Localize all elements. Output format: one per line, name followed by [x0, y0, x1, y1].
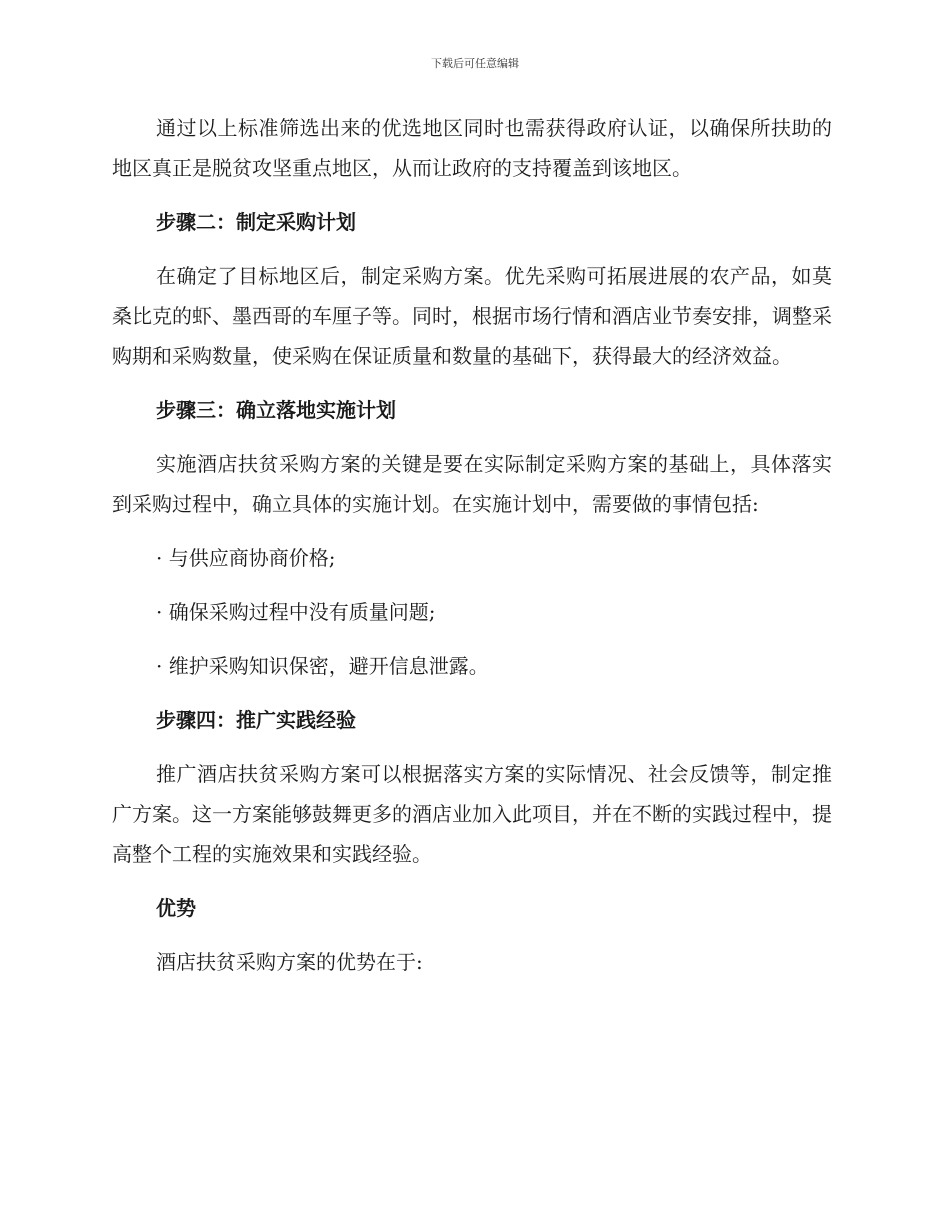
heading-step-three: 步骤三：确立落地实施计划 — [156, 398, 396, 422]
paragraph-advantages: 酒店扶贫采购方案的优势在于: — [156, 950, 423, 974]
paragraph-intro: 通过以上标准筛选出来的优选地区同时也需获得政府认证，以确保所扶助的地区真正是脱贫攻坚重点地区，从而让政府的支持覆盖到该地区。 — [112, 116, 832, 180]
heading-step-two: 步骤二：制定采购计划 — [156, 210, 356, 234]
paragraph-step-three: 实施酒店扶贫采购方案的关键是要在实际制定采购方案的基础上，具体落实到采购过程中，确立具体的实施计划。在实施计划中，需要做的事情包括: — [112, 452, 832, 516]
heading-step-four: 步骤四：推广实践经验 — [156, 708, 356, 732]
bullet-item: · 维护采购知识保密，避开信息泄露。 — [156, 654, 489, 678]
paragraph-step-four: 推广酒店扶贫采购方案可以根据落实方案的实际情况、社会反馈等，制定推广方案。这一方案能够鼓舞更多的酒店业加入此项目，并在不断的实践过程中，提高整个工程的实施效果和实践经验。 — [112, 762, 832, 866]
page-header: 下载后可任意编辑 — [431, 57, 519, 70]
bullet-item: · 确保采购过程中没有质量问题; — [156, 600, 436, 624]
heading-advantages: 优势 — [156, 896, 196, 920]
document-body — [112, 108, 832, 996]
bullet-item: · 与供应商协商价格; — [156, 546, 336, 570]
paragraph-step-two: 在确定了目标地区后，制定采购方案。优先采购可拓展进展的农产品，如莫桑比克的虾、墨西哥的车厘子等。同时，根据市场行情和酒店业节奏安排，调整采购期和采购数量，使采购在保证质量和数量的基础下，获得最大的经济效益。 — [112, 264, 832, 368]
